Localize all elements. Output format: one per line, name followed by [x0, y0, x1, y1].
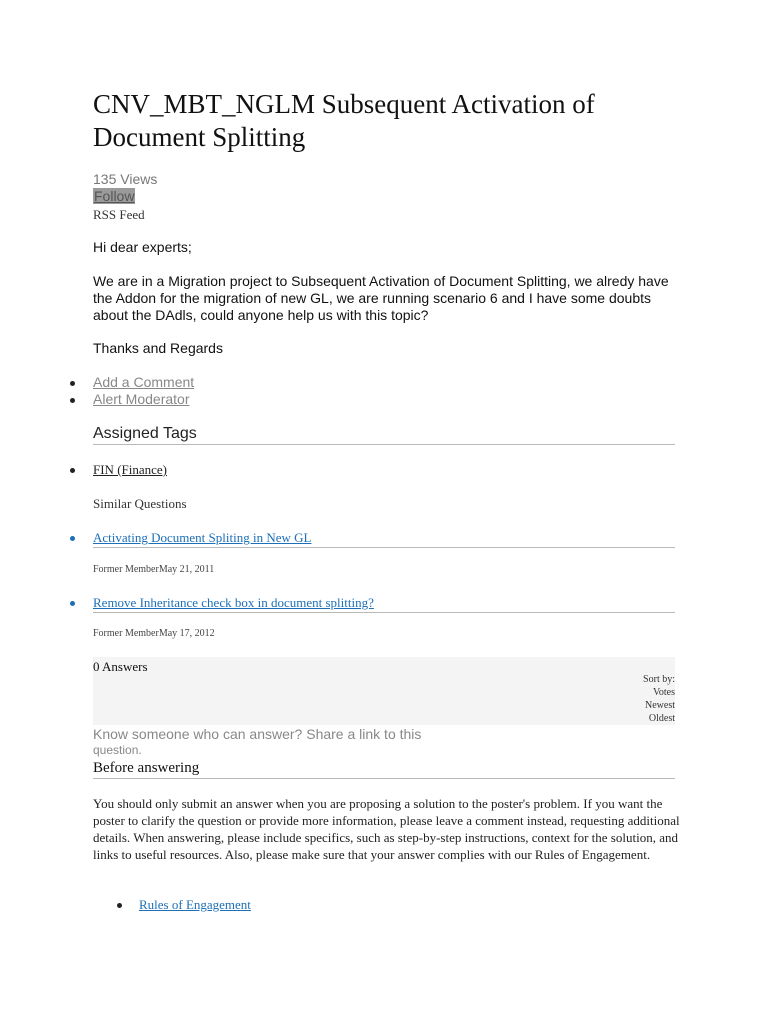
answer-guidelines: You should only submit an answer when you are proposing a solution to the poster's problem. If you want the poster to clarify the question or provide more information, please leave a comment instead, requesting additional details. When answering, please include specifics, such as step-by-step instructions, context for the solution, and links to useful resources. Also, please make sure that your answer complies with our Rules of Engagement. [93, 796, 680, 862]
list-bullet [70, 536, 75, 541]
rules-of-engagement-link[interactable]: Rules of Engagement [139, 897, 251, 912]
share-prompt-continued: question. [93, 743, 142, 757]
similar-questions-heading: Similar Questions [93, 496, 187, 511]
question-greeting: Hi dear experts; [93, 239, 192, 255]
answers-count: 0 Answers [93, 659, 148, 674]
alert-moderator-link[interactable]: Alert Moderator [93, 391, 190, 407]
question-body: We are in a Migration project to Subsequent Activation of Document Splitting, we alredy have the Addon for the migration of new GL, we are running scenario 6 and I have some doubts about the DAdls, could anyone help us with this topic? [93, 273, 669, 323]
list-bullet [70, 601, 75, 606]
sort-oldest-option[interactable]: Oldest [648, 713, 675, 724]
add-comment-link[interactable]: Add a Comment [93, 374, 195, 390]
before-answering-heading: Before answering [93, 760, 200, 776]
divider [93, 444, 675, 445]
tag-fin-finance[interactable]: FIN (Finance) [93, 462, 168, 477]
follow-button[interactable]: Follow [94, 188, 135, 204]
view-count: 135 Views [93, 171, 158, 187]
similar-question-link[interactable]: Activating Document Spliting in New GL [93, 530, 312, 545]
list-bullet [70, 381, 75, 386]
page-title: CNV_MBT_NGLM Subsequent Activation of Document Splitting [93, 89, 595, 152]
list-bullet [70, 398, 75, 403]
divider [93, 778, 675, 779]
similar-question-meta: Former MemberMay 21, 2011 [93, 564, 215, 575]
share-prompt: Know someone who can answer? Share a link to this [93, 726, 422, 742]
list-bullet [117, 903, 122, 908]
list-bullet [70, 468, 75, 473]
assigned-tags-heading: Assigned Tags [93, 425, 197, 442]
sort-label: Sort by: [643, 674, 675, 685]
question-signoff: Thanks and Regards [93, 340, 223, 356]
divider [93, 612, 675, 613]
divider [93, 547, 675, 548]
answers-panel [93, 657, 675, 725]
sort-newest-option[interactable]: Newest [645, 700, 675, 711]
similar-question-meta: Former MemberMay 17, 2012 [93, 628, 215, 639]
rss-feed-link[interactable]: RSS Feed [93, 207, 145, 222]
similar-question-link[interactable]: Remove Inheritance check box in document splitting? [93, 595, 374, 610]
sort-votes-option[interactable]: Votes [652, 687, 675, 698]
